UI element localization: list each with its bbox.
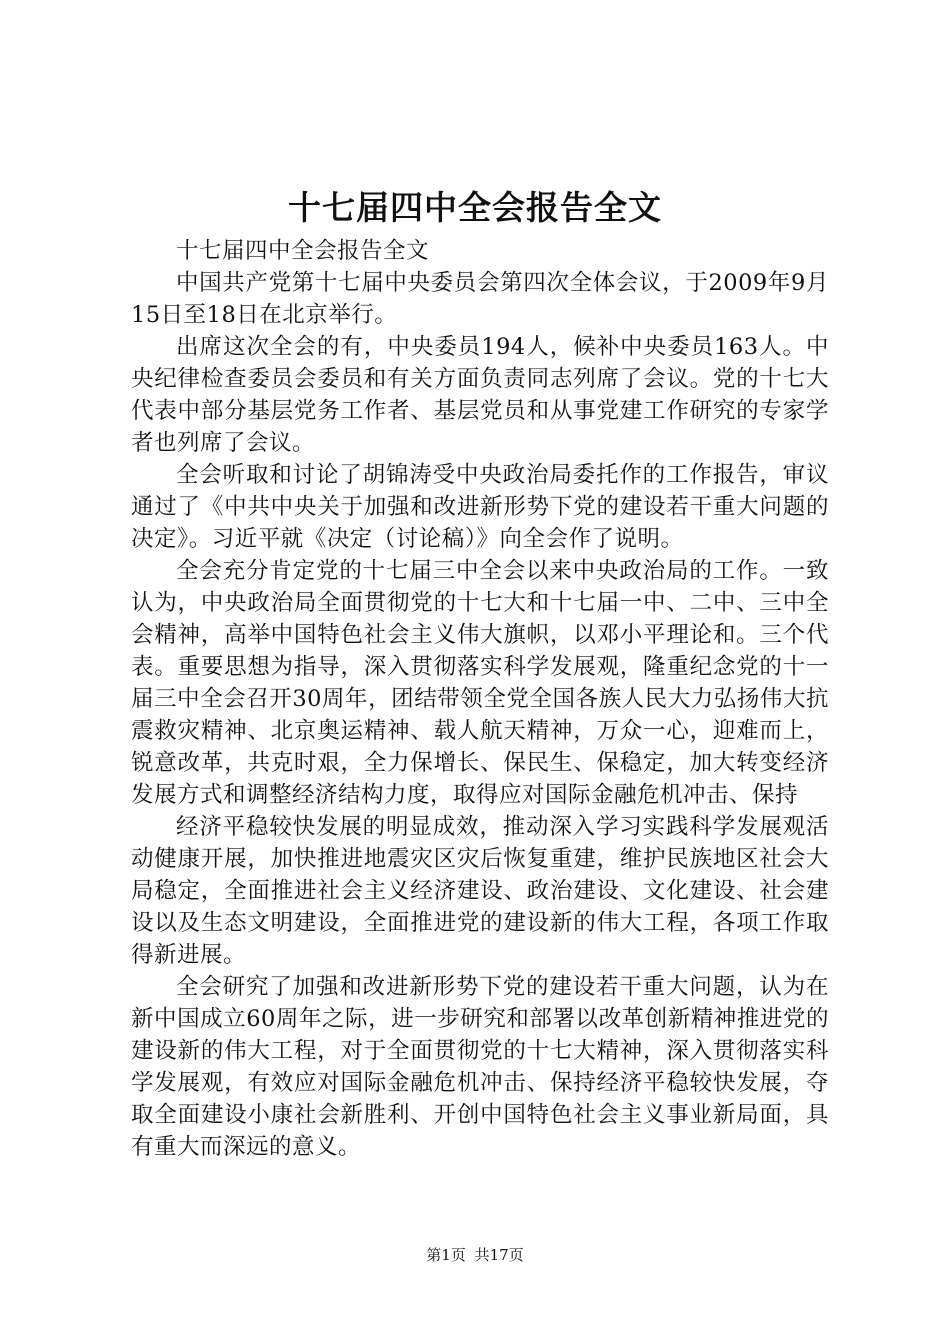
page-footer	[0, 1245, 950, 1265]
page-title: 十七届四中全会报告全文	[288, 188, 662, 227]
paragraph: 中国共产党第十七届中央委员会第四次全体会议，于2009年9月15日至18日在北京举行。	[131, 270, 829, 328]
paragraph: 出席这次全会的有，中央委员194人，候补中央委员163人。中央纪律检查委员会委员和有关方面负责同志列席了会议。党的十七大代表中部分基层党务工作者、基层党员和从事党建工作研究的专家学者也列席了会议。	[131, 334, 829, 456]
page-number: 第1页	[426, 1246, 466, 1264]
document-body	[131, 235, 829, 1163]
paragraph: 全会听取和讨论了胡锦涛受中央政治局委托作的工作报告，审议通过了《中共中央关于加强和改进新形势下党的建设若干重大问题的决定》。习近平就《决定（讨论稿）》向全会作了说明。	[131, 462, 829, 552]
paragraph: 十七届四中全会报告全文	[176, 238, 430, 264]
paragraph: 全会研究了加强和改进新形势下党的建设若干重大问题，认为在新中国成立60周年之际，进一步研究和部署以改革创新精神推进党的建设新的伟大工程，对于全面贯彻党的十七大精神，深入贯彻落实科学发展观，有效应对国际金融危机冲击、保持经济平稳较快发展，夺取全面建设小康社会新胜利、开创中国特色社会主义事业新局面，具有重大而深远的意义。	[131, 974, 829, 1160]
paragraph: 经济平稳较快发展的明显成效，推动深入学习实践科学发展观活动健康开展，加快推进地震灾区灾后恢复重建，维护民族地区社会大局稳定，全面推进社会主义经济建设、政治建设、文化建设、社会建设以及生态文明建设，全面推进党的建设新的伟大工程，各项工作取得新进展。	[131, 814, 829, 968]
page-total: 共17页	[474, 1246, 524, 1264]
paragraph: 全会充分肯定党的十七届三中全会以来中央政治局的工作。一致认为，中央政治局全面贯彻党的十七大和十七届一中、二中、三中全会精神，高举中国特色社会主义伟大旗帜，以邓小平理论和。三个代表。重要思想为指导，深入贯彻落实科学发展观，隆重纪念党的十一届三中全会召开30周年，团结带领全党全国各族人民大力弘扬伟大抗震救灾精神、北京奥运精神、载人航天精神，万众一心，迎难而上，锐意改革，共克时艰，全力保增长、保民生、保稳定，加大转变经济发展方式和调整经济结构力度，取得应对国际金融危机冲击、保持	[131, 558, 829, 808]
